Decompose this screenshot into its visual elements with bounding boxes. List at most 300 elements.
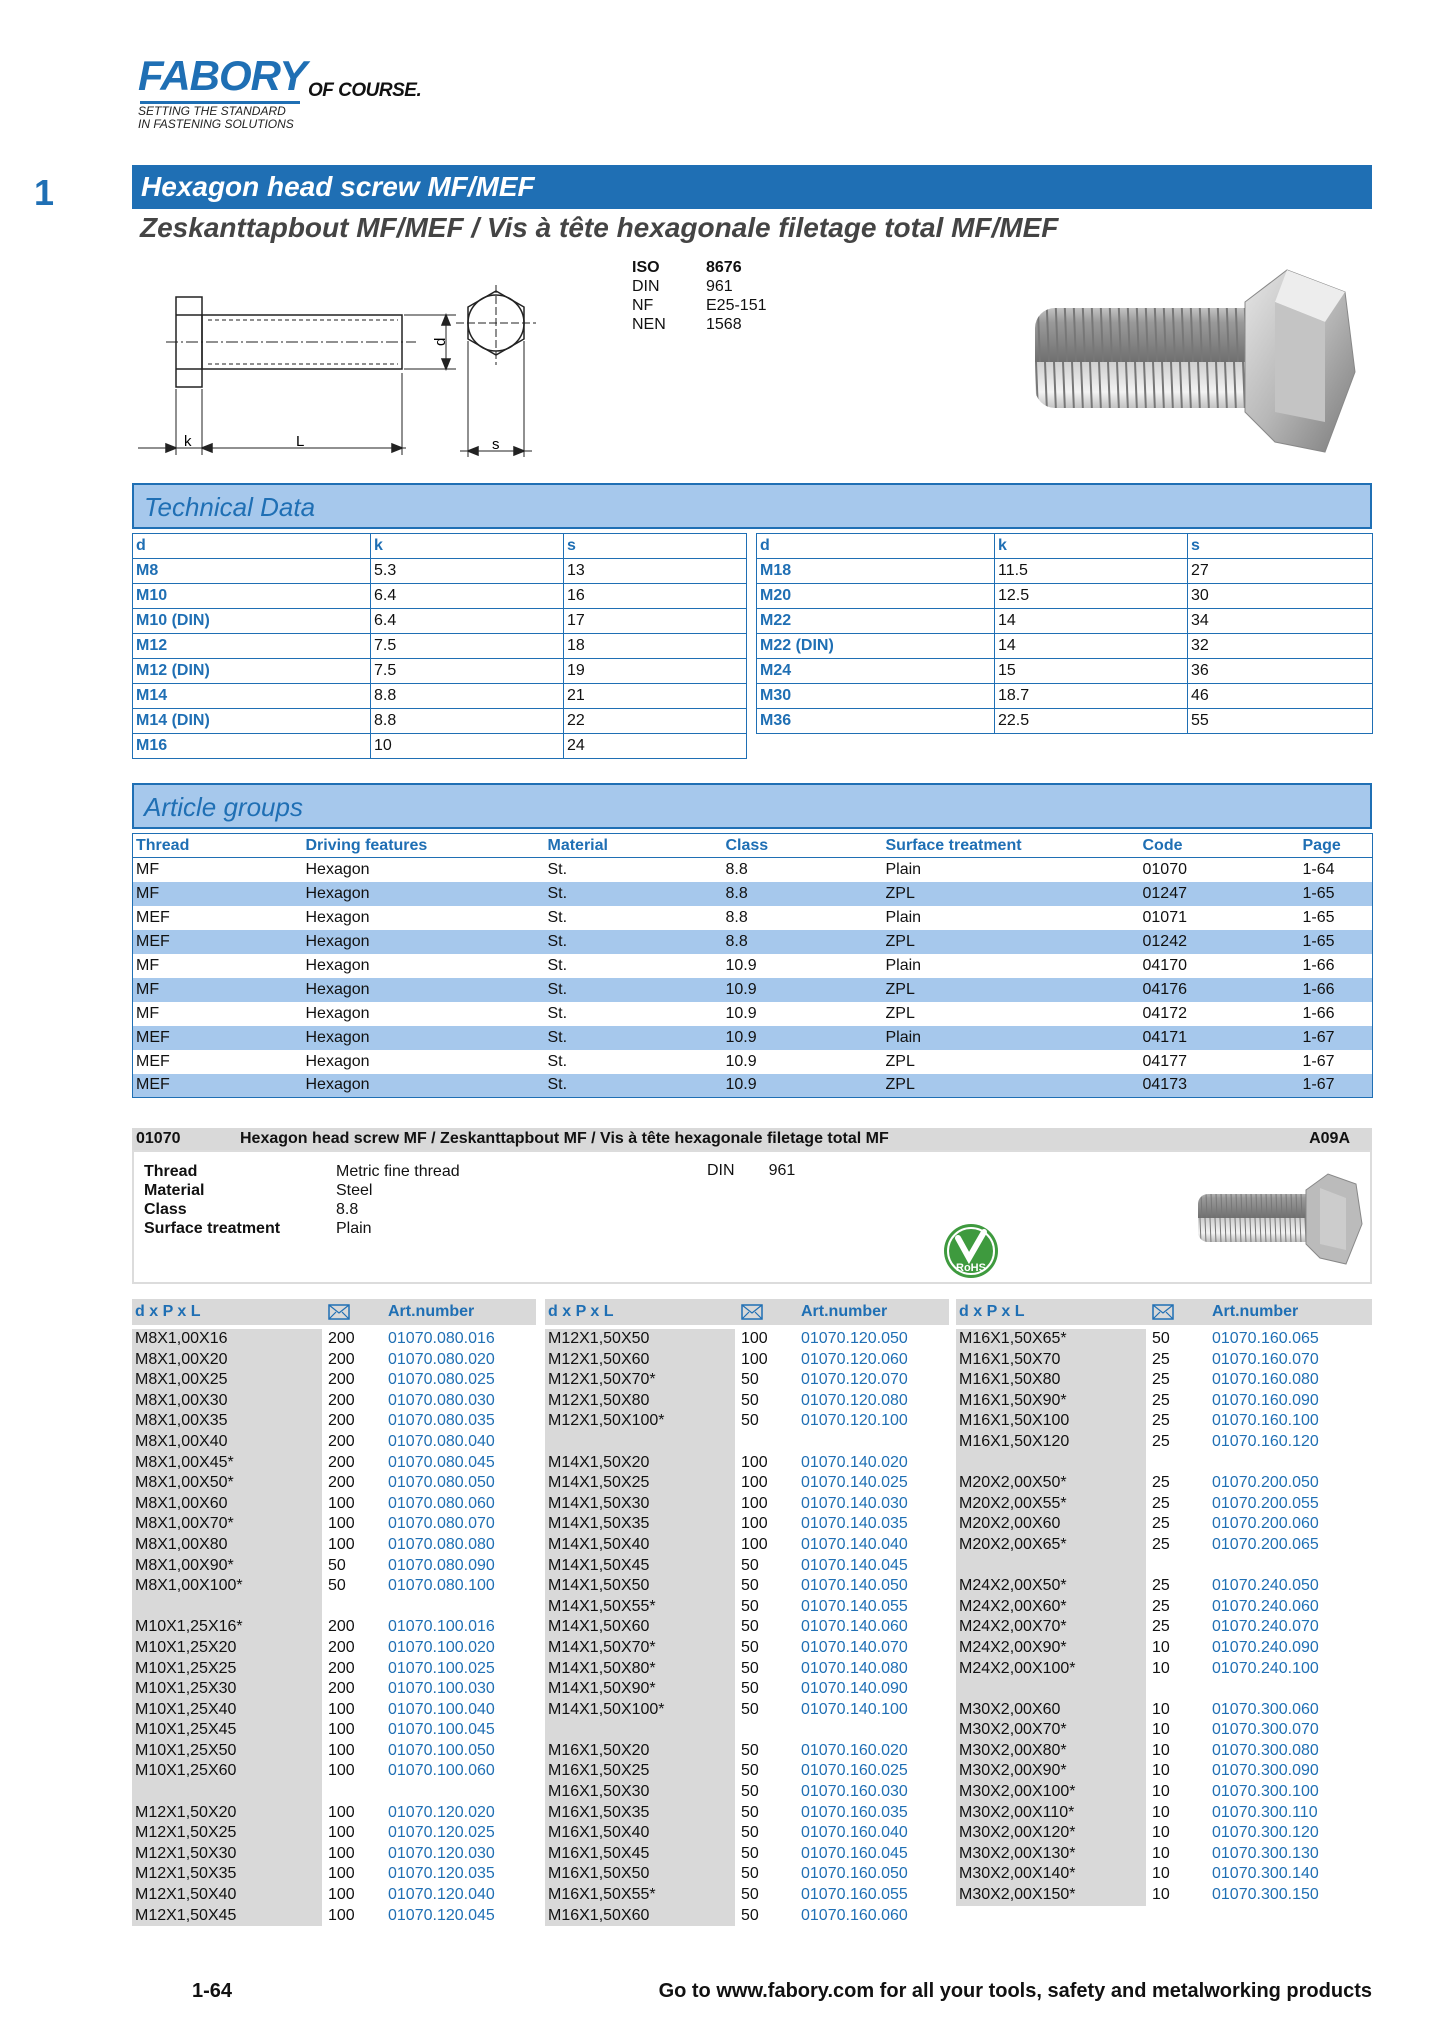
- article-number: 01070.080.045: [388, 1453, 495, 1471]
- article-size: M12X1,50X70*: [545, 1370, 735, 1391]
- article-group-cell: 1-67: [1300, 1074, 1373, 1098]
- tech-row: [757, 584, 1373, 609]
- article-row: [132, 1679, 536, 1700]
- article-number: 01070.160.050: [801, 1865, 908, 1883]
- tech-cell: 8.8: [371, 684, 564, 709]
- article-size: M20X2,00X60: [956, 1514, 1146, 1535]
- tech-cell: M30: [757, 684, 995, 709]
- article-quantity: 25: [1152, 1371, 1170, 1389]
- article-row: [956, 1370, 1372, 1391]
- article-group-cell: ZPL: [883, 882, 1140, 906]
- article-number: 01070.100.045: [388, 1721, 495, 1739]
- article-row: [545, 1411, 949, 1432]
- article-number: 01070.140.055: [801, 1597, 908, 1615]
- tech-cell: 6.4: [371, 584, 564, 609]
- article-number: 01070.140.040: [801, 1535, 908, 1553]
- article-row: [545, 1473, 949, 1494]
- article-row: [132, 1494, 536, 1515]
- tech-col-header: d: [133, 534, 371, 559]
- packaging-quantity-icon: [328, 1304, 350, 1320]
- article-group-cell: ZPL: [885, 1004, 915, 1022]
- article-quantity: 25: [1152, 1432, 1170, 1450]
- article-group-cell: MEF: [136, 908, 170, 926]
- logo-sub-line2: IN FASTENING SOLUTIONS: [138, 117, 294, 131]
- standard-row: [632, 277, 767, 296]
- tech-row: [133, 684, 747, 709]
- tech-col-header: s: [1188, 534, 1373, 559]
- article-row: [956, 1494, 1372, 1515]
- article-group-cell: 1-64: [1302, 860, 1335, 878]
- article-quantity: 50: [741, 1412, 759, 1430]
- tech-cell: M16: [133, 734, 371, 759]
- article-group-cell: St.: [547, 860, 568, 878]
- article-group-cell: 01071: [1142, 908, 1187, 926]
- article-row: [545, 1638, 949, 1659]
- tech-cell: 34: [1188, 609, 1373, 634]
- article-group-cell: St.: [547, 1052, 568, 1070]
- article-size: M10X1,25X60: [132, 1761, 322, 1782]
- article-size: M8X1,00X25: [132, 1370, 322, 1391]
- tech-cell: 32: [1188, 634, 1373, 659]
- article-size: M8X1,00X50*: [132, 1473, 322, 1494]
- article-number: 01070.160.055: [801, 1886, 908, 1904]
- article-group-cell: 1-66: [1300, 978, 1373, 1002]
- article-size: M10X1,25X45: [132, 1720, 322, 1741]
- article-group-cell: 1-66: [1302, 1004, 1335, 1022]
- tech-col-header: k: [995, 534, 1188, 559]
- article-number: 01070.120.080: [801, 1391, 908, 1409]
- article-row: [132, 1391, 536, 1412]
- article-group-cell: 01247: [1140, 882, 1300, 906]
- article-quantity: 25: [1152, 1350, 1170, 1368]
- drawing-label-s: s: [492, 436, 500, 453]
- article-quantity: 50: [741, 1762, 759, 1780]
- article-row: [132, 1864, 536, 1885]
- article-number: 01070.300.120: [1212, 1824, 1319, 1842]
- article-quantity: 100: [328, 1515, 355, 1533]
- tech-cell: M12: [133, 634, 371, 659]
- article-group-cell: MF: [136, 860, 160, 878]
- tech-cell: 11.5: [995, 559, 1188, 584]
- article-number: 01070.080.050: [388, 1474, 495, 1492]
- article-row: [956, 1885, 1372, 1906]
- article-number: 01070.140.035: [801, 1515, 908, 1533]
- article-group-row: [133, 978, 1373, 1002]
- article-number: 01070.080.090: [388, 1556, 495, 1574]
- article-number: 01070.240.070: [1212, 1618, 1319, 1636]
- article-quantity: 200: [328, 1432, 355, 1450]
- article-size: M12X1,50X50: [545, 1329, 735, 1350]
- article-group-row: [133, 930, 1373, 954]
- article-number: 01070.200.055: [1212, 1494, 1319, 1512]
- article-size: M10X1,25X50: [132, 1741, 322, 1762]
- article-number: 01070.140.090: [801, 1680, 908, 1698]
- article-number: 01070.080.060: [388, 1494, 495, 1512]
- tech-cell: M14 (DIN): [133, 709, 371, 734]
- article-group-cell: St.: [545, 1074, 723, 1098]
- article-number: 01070.160.030: [801, 1783, 908, 1801]
- product-property-value: Plain: [336, 1220, 372, 1237]
- article-groups-table: [132, 833, 1373, 1098]
- product-title: Hexagon head screw MF / Zeskanttapbout MF / Vis à tête hexagonale filetage total MF: [240, 1130, 889, 1147]
- article-size: M30X2,00X90*: [956, 1761, 1146, 1782]
- product-property-value: Metric fine thread: [336, 1163, 460, 1180]
- article-size: M20X2,00X50*: [956, 1473, 1146, 1494]
- article-group-cell: Plain: [885, 956, 922, 974]
- article-group-cell: 04172: [1142, 1004, 1187, 1022]
- tech-cell: 18: [564, 634, 747, 659]
- article-row: [132, 1720, 536, 1741]
- article-row: [956, 1597, 1372, 1618]
- article-number: 01070.160.065: [1212, 1330, 1319, 1347]
- article-row: [545, 1864, 949, 1885]
- article-row: [956, 1411, 1372, 1432]
- article-row: [132, 1638, 536, 1659]
- tech-cell: 16: [564, 584, 747, 609]
- article-groups-heading-bar: [132, 783, 1372, 829]
- packaging-quantity-icon: [1152, 1304, 1174, 1320]
- tech-row: [133, 734, 747, 759]
- article-row: [545, 1432, 949, 1453]
- article-size: M14X1,50X45: [545, 1556, 735, 1577]
- article-group-cell: 04170: [1142, 956, 1187, 974]
- article-number: 01070.160.090: [1212, 1391, 1319, 1409]
- article-size: M8X1,00X45*: [132, 1453, 322, 1474]
- article-number: 01070.120.030: [388, 1844, 495, 1862]
- article-number: 01070.120.025: [388, 1824, 495, 1842]
- article-row: [956, 1741, 1372, 1762]
- article-quantity: 10: [1152, 1721, 1170, 1739]
- product-details: [132, 1150, 1372, 1284]
- article-group-cell: 1-67: [1302, 1052, 1335, 1070]
- article-number: 01070.100.025: [388, 1659, 495, 1677]
- product-standard: [707, 1162, 795, 1180]
- article-group-cell: ZPL: [885, 1052, 915, 1070]
- article-quantity: 100: [328, 1824, 355, 1842]
- article-quantity: 100: [328, 1535, 355, 1553]
- article-group-cell: 1-65: [1300, 882, 1373, 906]
- article-row: [132, 1411, 536, 1432]
- article-quantity: 50: [741, 1680, 759, 1698]
- article-number: 01070.080.070: [388, 1515, 495, 1533]
- article-group-cell: Hexagon: [305, 956, 370, 974]
- article-list-column: [132, 1329, 536, 1926]
- article-quantity: 25: [1152, 1577, 1170, 1595]
- article-list-header-number: Art.number: [801, 1303, 888, 1320]
- article-quantity: 50: [741, 1886, 759, 1904]
- article-size: [956, 1556, 1146, 1577]
- article-number: 01070.120.040: [388, 1886, 495, 1904]
- article-row: [132, 1782, 536, 1803]
- article-quantity: 50: [741, 1618, 759, 1636]
- article-row: [956, 1720, 1372, 1741]
- article-group-cell: St.: [545, 930, 723, 954]
- article-quantity: 25: [1152, 1474, 1170, 1492]
- article-quantity: 50: [741, 1844, 759, 1862]
- product-standard-value: 961: [768, 1162, 796, 1179]
- article-size: M8X1,00X35: [132, 1411, 322, 1432]
- tech-cell: 14: [995, 609, 1188, 634]
- tech-cell: 24: [564, 734, 747, 759]
- article-number: 01070.300.130: [1212, 1844, 1319, 1862]
- tech-row: [133, 559, 747, 584]
- tech-cell: 30: [1188, 584, 1373, 609]
- article-row: [545, 1494, 949, 1515]
- article-number: 01070.200.050: [1212, 1474, 1319, 1492]
- article-group-cell: St.: [545, 882, 723, 906]
- article-row: [132, 1453, 536, 1474]
- article-row: [132, 1556, 536, 1577]
- article-number: 01070.300.080: [1212, 1741, 1319, 1759]
- article-quantity: 200: [328, 1638, 355, 1656]
- tech-col-header: s: [564, 534, 747, 559]
- article-number: 01070.160.035: [801, 1803, 908, 1821]
- article-row: [132, 1370, 536, 1391]
- article-number: 01070.160.040: [801, 1824, 908, 1842]
- standards-list: [632, 258, 767, 334]
- article-number: 01070.140.060: [801, 1618, 908, 1636]
- article-number: 01070.100.040: [388, 1700, 495, 1718]
- article-row: [545, 1535, 949, 1556]
- article-size: M20X2,00X65*: [956, 1535, 1146, 1556]
- article-list-column: [545, 1329, 949, 1926]
- page-title-bar: [132, 165, 1372, 209]
- article-size: M10X1,25X30: [132, 1679, 322, 1700]
- article-row: [545, 1350, 949, 1371]
- product-property: [144, 1181, 460, 1200]
- article-size: M16X1,50X35: [545, 1803, 735, 1824]
- article-group-col-header: Thread: [133, 834, 303, 858]
- article-number: 01070.100.060: [388, 1762, 495, 1780]
- article-number: 01070.120.050: [801, 1330, 908, 1347]
- article-number: 01070.080.016: [388, 1330, 495, 1347]
- article-group-cell: 1-67: [1300, 1026, 1373, 1050]
- article-row: [132, 1432, 536, 1453]
- article-group-cell: 04173: [1140, 1074, 1300, 1098]
- article-quantity: 100: [328, 1865, 355, 1883]
- tech-cell: 14: [995, 634, 1188, 659]
- article-size: [132, 1782, 322, 1803]
- article-size: M12X1,50X60: [545, 1350, 735, 1371]
- product-property: [144, 1219, 460, 1238]
- rohs-badge-icon: [940, 1222, 1002, 1280]
- article-group-cell: ZPL: [883, 978, 1140, 1002]
- article-number: 01070.160.080: [1212, 1371, 1319, 1389]
- article-group-cell: 8.8: [725, 860, 748, 878]
- article-row: [545, 1844, 949, 1865]
- article-number: 01070.300.150: [1212, 1886, 1319, 1904]
- article-number: 01070.140.045: [801, 1556, 908, 1574]
- article-size: M12X1,50X100*: [545, 1411, 735, 1432]
- technical-data-table-left: [132, 533, 747, 759]
- article-group-cell: 10.9: [725, 1004, 757, 1022]
- article-number: 01070.140.070: [801, 1638, 908, 1656]
- article-row: [545, 1556, 949, 1577]
- tech-cell: 17: [564, 609, 747, 634]
- article-row: [956, 1350, 1372, 1371]
- article-size: M12X1,50X80: [545, 1391, 735, 1412]
- article-group-cell: MEF: [133, 930, 303, 954]
- article-row: [956, 1329, 1372, 1350]
- article-number: 01070.200.065: [1212, 1535, 1319, 1553]
- article-row: [545, 1885, 949, 1906]
- article-quantity: 200: [328, 1659, 355, 1677]
- article-number: 01070.120.060: [801, 1350, 908, 1368]
- article-size: M16X1,50X50: [545, 1864, 735, 1885]
- article-row: [545, 1906, 949, 1927]
- article-size: M14X1,50X60: [545, 1617, 735, 1638]
- technical-data-heading-bar: [132, 483, 1372, 529]
- article-row: [132, 1473, 536, 1494]
- article-number: 01070.120.045: [388, 1906, 495, 1924]
- article-row: [956, 1453, 1372, 1474]
- article-size: M24X2,00X60*: [956, 1597, 1146, 1618]
- article-size: M30X2,00X150*: [956, 1885, 1146, 1906]
- article-number: 01070.140.025: [801, 1474, 908, 1492]
- tech-cell: 7.5: [371, 659, 564, 684]
- standard-row: [632, 258, 767, 277]
- article-size: M10X1,25X40: [132, 1700, 322, 1721]
- article-quantity: 100: [741, 1494, 768, 1512]
- article-group-cell: Hexagon: [305, 860, 370, 878]
- logo-tagline: OF COURSE.: [308, 80, 422, 101]
- article-row: [132, 1844, 536, 1865]
- tech-cell: M24: [757, 659, 995, 684]
- tech-cell: M22 (DIN): [757, 634, 995, 659]
- article-size: M16X1,50X60: [545, 1906, 735, 1927]
- article-row: [545, 1576, 949, 1597]
- article-size: M16X1,50X120: [956, 1432, 1146, 1453]
- article-group-cell: ZPL: [883, 1074, 1140, 1098]
- article-group-cell: Hexagon: [303, 978, 545, 1002]
- article-size: M14X1,50X30: [545, 1494, 735, 1515]
- article-group-col-header: Driving features: [303, 834, 545, 858]
- article-row: [132, 1597, 536, 1618]
- article-group-row: [133, 1026, 1373, 1050]
- article-row: [132, 1535, 536, 1556]
- logo-brand: FABORY: [138, 52, 307, 99]
- article-size: M14X1,50X35: [545, 1514, 735, 1535]
- article-row: [132, 1803, 536, 1824]
- article-row: [956, 1473, 1372, 1494]
- article-row: [956, 1700, 1372, 1721]
- article-row: [956, 1576, 1372, 1597]
- article-size: M16X1,50X20: [545, 1741, 735, 1762]
- tech-cell: M18: [757, 559, 995, 584]
- rohs-label: RoHS: [956, 1262, 986, 1274]
- article-row: [956, 1617, 1372, 1638]
- standard-name: DIN: [632, 278, 660, 295]
- article-row: [132, 1329, 536, 1350]
- article-quantity: 10: [1152, 1638, 1170, 1656]
- article-size: M12X1,50X20: [132, 1803, 322, 1824]
- article-group-cell: MF: [136, 1004, 160, 1022]
- article-number: 01070.160.100: [1212, 1412, 1319, 1430]
- article-size: M14X1,50X100*: [545, 1700, 735, 1721]
- tech-cell: M10 (DIN): [133, 609, 371, 634]
- article-group-cell: Plain: [885, 860, 922, 878]
- article-size: M16X1,50X30: [545, 1782, 735, 1803]
- article-group-cell: 10.9: [725, 956, 757, 974]
- article-quantity: 50: [741, 1783, 759, 1801]
- product-property: [144, 1162, 460, 1181]
- article-size: M12X1,50X35: [132, 1864, 322, 1885]
- article-quantity: 50: [741, 1741, 759, 1759]
- article-number: 01070.140.020: [801, 1453, 908, 1471]
- tech-cell: 5.3: [371, 559, 564, 584]
- page-title: Hexagon head screw MF/MEF: [141, 171, 535, 202]
- article-row: [132, 1700, 536, 1721]
- article-group-cell: MEF: [133, 1074, 303, 1098]
- article-size: M16X1,50X55*: [545, 1885, 735, 1906]
- article-quantity: 10: [1152, 1762, 1170, 1780]
- standard-value: 1568: [706, 316, 742, 333]
- product-property-label: Material: [144, 1182, 205, 1199]
- article-row: [545, 1700, 949, 1721]
- article-size: M16X1,50X100: [956, 1411, 1146, 1432]
- article-group-cell: Hexagon: [305, 908, 370, 926]
- article-group-cell: St.: [545, 978, 723, 1002]
- tech-cell: 10: [371, 734, 564, 759]
- article-quantity: 25: [1152, 1597, 1170, 1615]
- article-group-col-header: Material: [545, 834, 723, 858]
- article-list-column: [956, 1329, 1372, 1906]
- article-row: [545, 1782, 949, 1803]
- product-property-value: Steel: [336, 1182, 373, 1199]
- tech-cell: M20: [757, 584, 995, 609]
- article-group-cell: Plain: [883, 1026, 1140, 1050]
- product-header: [132, 1128, 1372, 1150]
- product-code: 01070: [136, 1130, 181, 1147]
- article-quantity: 200: [328, 1412, 355, 1430]
- article-size: M24X2,00X50*: [956, 1576, 1146, 1597]
- article-quantity: 100: [328, 1886, 355, 1904]
- article-size: M14X1,50X20: [545, 1453, 735, 1474]
- product-property: [144, 1200, 460, 1219]
- article-group-cell: 01070: [1142, 860, 1187, 878]
- article-size: M8X1,00X70*: [132, 1514, 322, 1535]
- article-quantity: 10: [1152, 1886, 1170, 1904]
- article-quantity: 50: [328, 1556, 346, 1574]
- standard-name: NEN: [632, 316, 666, 333]
- logo-subtitle: [138, 105, 294, 131]
- article-number: 01070.160.020: [801, 1741, 908, 1759]
- product-ref: A09A: [1309, 1130, 1350, 1147]
- article-quantity: 100: [328, 1844, 355, 1862]
- article-row: [956, 1761, 1372, 1782]
- article-quantity: 25: [1152, 1515, 1170, 1533]
- article-number: 01070.160.045: [801, 1844, 908, 1862]
- footer-text: Go to www.fabory.com for all your tools, safety and metalworking products: [658, 1980, 1372, 2002]
- article-group-cell: MF: [136, 956, 160, 974]
- article-groups-heading: Article groups: [144, 792, 303, 822]
- standard-value: 8676: [706, 259, 742, 276]
- article-group-cell: St.: [547, 956, 568, 974]
- article-list-header-number: Art.number: [1212, 1303, 1299, 1320]
- article-group-row: [133, 906, 1373, 930]
- standard-value: 961: [706, 278, 733, 295]
- article-quantity: 10: [1152, 1659, 1170, 1677]
- technical-data-table-right: [756, 533, 1373, 734]
- article-quantity: 100: [741, 1350, 768, 1368]
- article-quantity: 25: [1152, 1618, 1170, 1636]
- article-group-cell: Hexagon: [305, 1052, 370, 1070]
- article-quantity: 200: [328, 1350, 355, 1368]
- article-group-cell: 8.8: [725, 908, 748, 926]
- article-row: [545, 1453, 949, 1474]
- article-size: M20X2,00X55*: [956, 1494, 1146, 1515]
- article-size: M16X1,50X65*: [956, 1329, 1146, 1350]
